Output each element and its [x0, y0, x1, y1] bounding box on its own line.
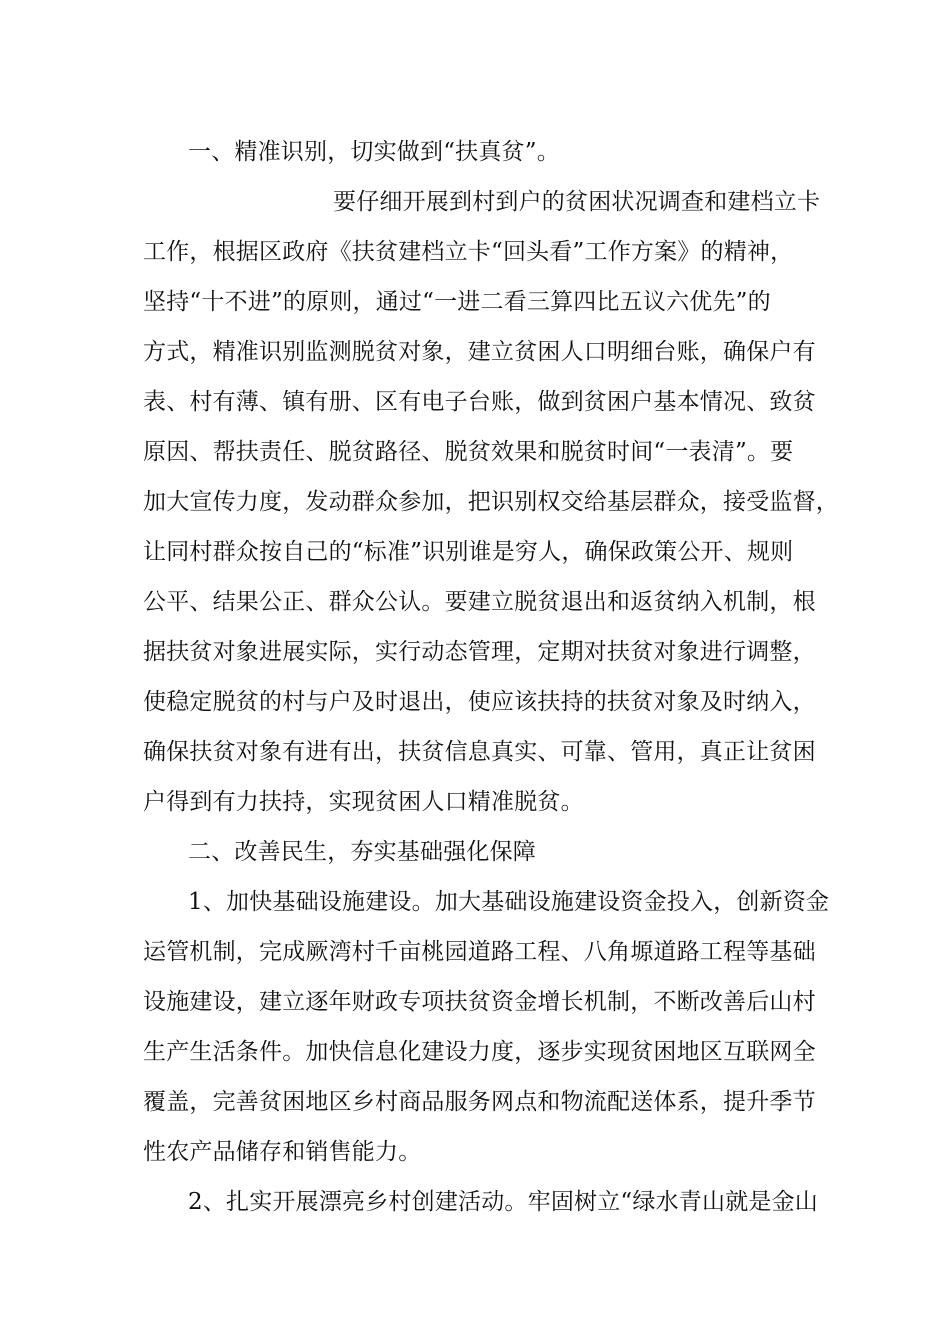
- paragraph-line: 生产生活条件。加快信息化建设力度，逐步实现贫困地区互联网全: [143, 1039, 816, 1065]
- paragraph-line: 户得到有力扶持，实现贫困人口精准脱贫。: [143, 789, 584, 815]
- paragraph-line: 覆盖，完善贫困地区乡村商品服务网点和物流配送体系，提升季节: [143, 1089, 816, 1115]
- paragraph-line: 据扶贫对象进展实际，实行动态管理，定期对扶贫对象进行调整，: [143, 639, 816, 665]
- paragraph-line: 性农产品储存和销售能力。: [143, 1139, 422, 1165]
- paragraph-line: 要仔细开展到村到户的贫困状况调查和建档立卡: [333, 189, 821, 215]
- section-heading-1: 一、精准识别，切实做到“扶真贫”。: [188, 139, 560, 165]
- paragraph-line: 让同村群众按自己的“标准”识别谁是穷人，确保政策公开、规则: [143, 539, 794, 565]
- paragraph-line: 运管机制，完成厥湾村千亩桃园道路工程、八角塬道路工程等基础: [143, 939, 816, 965]
- paragraph-line: 公平、结果公正、群众公认。要建立脱贫退出和返贫纳入机制，根: [143, 589, 816, 615]
- paragraph-line: 加大宣传力度，发动群众参加，把识别权交给基层群众，接受监督，: [143, 489, 839, 515]
- paragraph-line: 设施建设，建立逐年财政专项扶贫资金增长机制，不断改善后山村: [143, 989, 816, 1015]
- paragraph-line: 工作，根据区政府《扶贫建档立卡“回头看”工作方案》的精神，: [143, 239, 794, 265]
- section-heading-2: 二、改善民生，夯实基础强化保障: [188, 839, 536, 865]
- paragraph-line: 1、加快基础设施建设。加大基础设施建设资金投入，创新资金: [188, 889, 830, 915]
- paragraph-line: 表、村有薄、镇有册、区有电子台账，做到贫困户基本情况、致贫: [143, 389, 816, 415]
- paragraph-line: 原因、帮扶责任、脱贫路径、脱贫效果和脱贫时间“一表清”。要: [143, 439, 794, 465]
- paragraph-line: 2、扎实开展漂亮乡村创建活动。牢固树立“绿水青山就是金山: [188, 1189, 818, 1215]
- paragraph-line: 方式，精准识别监测脱贫对象，建立贫困人口明细台账，确保户有: [143, 339, 816, 365]
- paragraph-line: 使稳定脱贫的村与户及时退出，使应该扶持的扶贫对象及时纳入，: [143, 689, 816, 715]
- paragraph-line: 坚持“十不进”的原则，通过“一进二看三算四比五议六优先”的: [143, 289, 771, 315]
- paragraph-line: 确保扶贫对象有进有出，扶贫信息真实、可靠、管用，真正让贫困: [143, 739, 816, 765]
